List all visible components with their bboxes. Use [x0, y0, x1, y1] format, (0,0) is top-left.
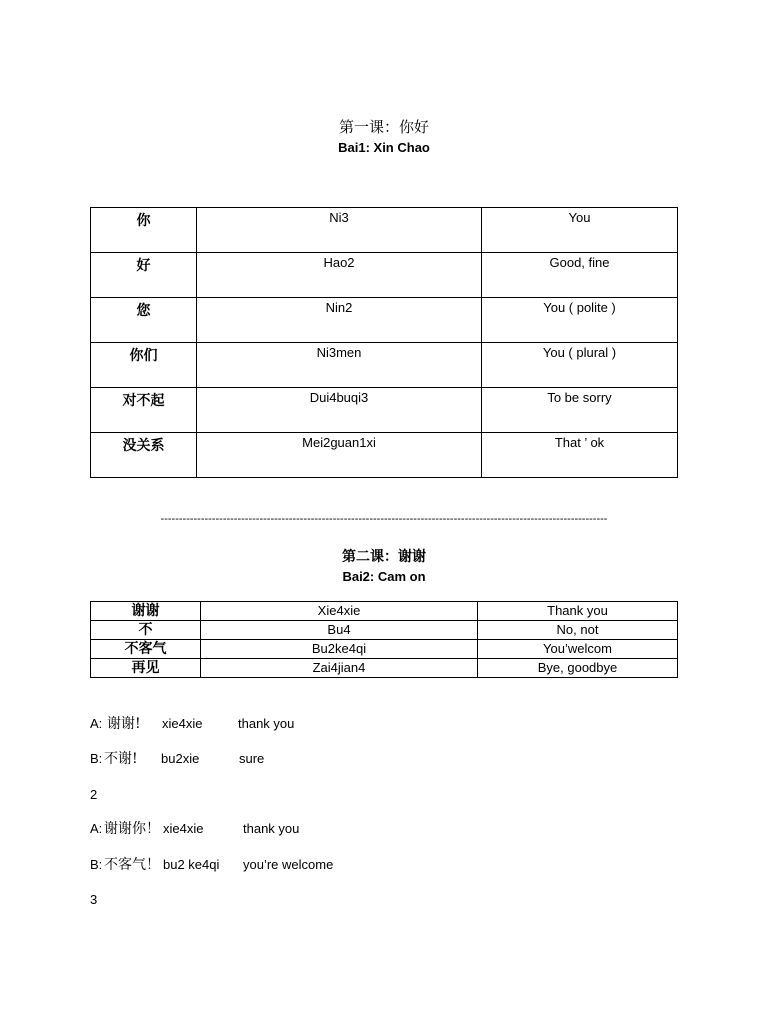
table-row — [91, 343, 678, 388]
lesson2-title: 第二课：谢谢 — [342, 549, 426, 565]
pinyin-cell: Mei2guan1xi — [197, 433, 482, 478]
pinyin-cell: Zai4jian4 — [201, 659, 478, 678]
table-row — [91, 433, 678, 478]
speaker-label: A: — [90, 821, 103, 836]
lesson2-vocab-table — [90, 601, 678, 678]
lesson1-vocab-table — [90, 207, 678, 478]
table-row — [91, 659, 678, 678]
meaning-cell: Good, fine — [482, 253, 678, 298]
table-row — [91, 621, 678, 640]
dialogue-meaning: sure — [239, 751, 265, 766]
pinyin-cell: Ni3men — [197, 343, 482, 388]
meaning-cell: You ( polite ) — [482, 298, 678, 343]
dialogue-meaning: you’re welcome — [243, 857, 334, 872]
dialogue-number: 3 — [90, 892, 98, 907]
pinyin-cell: Ni3 — [197, 208, 482, 253]
hanzi-cell: 好 — [91, 253, 197, 298]
pinyin-cell: Bu4 — [201, 621, 478, 640]
meaning-cell: Thank you — [478, 602, 678, 621]
speaker-label: B: — [90, 857, 103, 872]
lesson1-subtitle: Bai1: Xin Chao — [338, 140, 430, 155]
meaning-cell: No, not — [478, 621, 678, 640]
meaning-cell: To be sorry — [482, 388, 678, 433]
table-row — [91, 298, 678, 343]
pinyin-cell: Hao2 — [197, 253, 482, 298]
hanzi-cell: 你们 — [91, 343, 197, 388]
pinyin-cell: Dui4buqi3 — [197, 388, 482, 433]
lesson1-title: 第一课：你好 — [338, 118, 429, 136]
dialogue-pinyin: bu2xie — [161, 751, 200, 766]
dialogue-hanzi: 谢谢! — [107, 716, 141, 732]
table-row — [91, 640, 678, 659]
meaning-cell: You — [482, 208, 678, 253]
hanzi-cell: 再见 — [91, 659, 201, 678]
dialogue-hanzi: 不客气！ — [104, 857, 160, 873]
hanzi-cell: 您 — [91, 298, 197, 343]
hanzi-cell: 不 — [91, 621, 201, 640]
speaker-label: A: — [90, 716, 103, 731]
table-row — [91, 208, 678, 253]
section-divider: -------------------------------------------------------------------------------------------------------------------------- — [160, 513, 608, 525]
dialogue-pinyin: xie4xie — [163, 821, 204, 836]
table-row — [91, 602, 678, 621]
hanzi-cell: 不客气 — [91, 640, 201, 659]
hanzi-cell: 谢谢 — [91, 602, 201, 621]
pinyin-cell: Xie4xie — [201, 602, 478, 621]
pinyin-cell: Nin2 — [197, 298, 482, 343]
hanzi-cell: 你 — [91, 208, 197, 253]
dialogue-hanzi: 不谢! — [104, 751, 138, 767]
meaning-cell: You’welcom — [478, 640, 678, 659]
table-row — [91, 388, 678, 433]
table-row — [91, 253, 678, 298]
meaning-cell: You ( plural ) — [482, 343, 678, 388]
meaning-cell: Bye, goodbye — [478, 659, 678, 678]
speaker-label: B: — [90, 751, 103, 766]
hanzi-cell: 没关系 — [91, 433, 197, 478]
lesson2-subtitle: Bai2: Cam on — [342, 569, 426, 584]
dialogue-pinyin: bu2 ke4qi — [163, 857, 220, 872]
meaning-cell: That ’ ok — [482, 433, 678, 478]
pinyin-cell: Bu2ke4qi — [201, 640, 478, 659]
hanzi-cell: 对不起 — [91, 388, 197, 433]
dialogue-meaning: thank you — [238, 716, 295, 731]
dialogue-pinyin: xie4xie — [162, 716, 203, 731]
dialogue-number: 2 — [90, 787, 98, 802]
dialogue-meaning: thank you — [243, 821, 300, 836]
dialogue-hanzi: 谢谢你！ — [104, 821, 160, 837]
